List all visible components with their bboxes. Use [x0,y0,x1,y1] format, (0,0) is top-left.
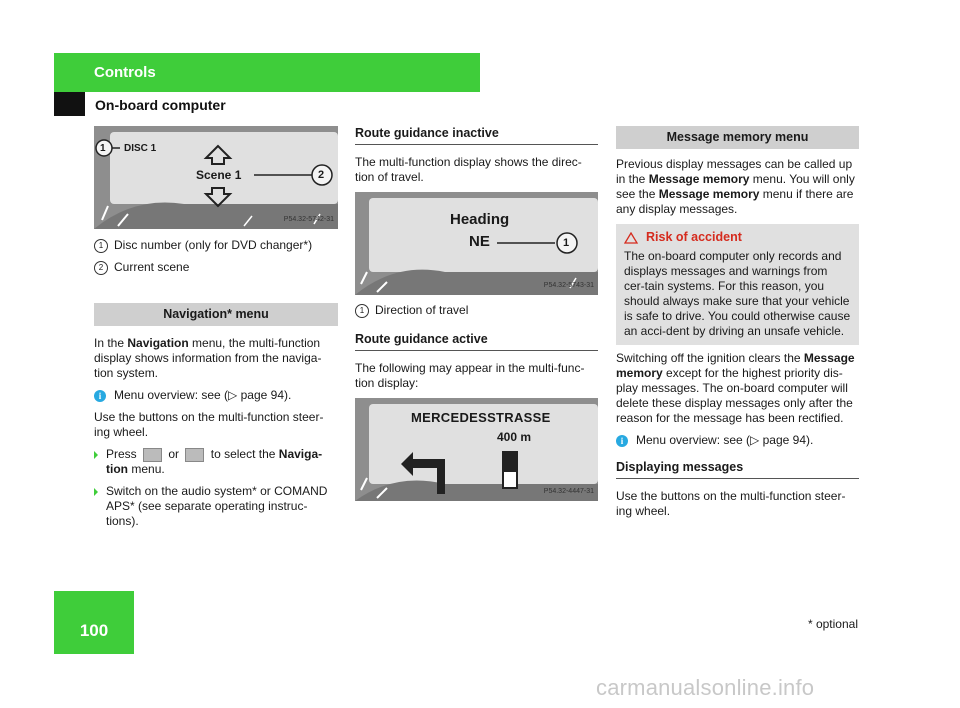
step-arrow-icon [94,488,98,496]
warning-triangle-icon [624,232,638,244]
legend-text: Current scene [114,260,190,274]
legend-item [94,238,338,253]
disc-label: DISC 1 [124,143,157,154]
callout-2: 2 [318,169,325,181]
ignition-paragraph: Switching off the ignition clears the Message memory except for the highest priority dis-play messages. The on-board computer will delete these display messages only after the reason for the message has been rectified. [616,351,855,425]
navigation-paragraph: In the Navigation menu, the multi-function display shows information from the naviga-tion system. [94,336,322,380]
figure-legend [94,238,338,275]
prev-button-icon [143,448,162,462]
column-2 [355,126,598,501]
route-guidance-inactive-heading: Route guidance inactive [355,126,598,145]
warning-text: The on-board computer only records and displays messages and warnings from cer-tain systems. For this reason, you should always make sure that your vehicle is safe to drive. You could otherwise cause an acci-dent by driving an unsafe vehicle. [624,249,851,338]
step-switch-on-audio: Switch on the audio system* or COMAND APS* (see separate operating instruc-tions). [94,484,338,529]
route-inactive-paragraph: The multi-function display shows the direc-tion of travel. [355,155,582,184]
watermark: carmanualsonline.info [596,675,815,700]
callout-1: 1 [100,143,106,154]
section-tab [54,53,480,92]
message-memory-heading: Message memory menu [616,126,859,149]
info-icon: i [616,435,628,447]
route-display-figure [355,398,598,501]
next-button-icon [185,448,204,462]
legend-number: 1 [355,304,369,318]
legend-item [355,303,598,318]
column-3 [616,126,859,526]
distance-value: 400 m [497,430,532,444]
info-icon: i [94,390,106,402]
scene-label: Scene 1 [196,168,242,182]
message-memory-paragraph: Previous display messages can be called up in the Message memory menu. You will only see the Message memory menu if there are any display messages. [616,157,855,216]
legend-number: 2 [94,261,108,275]
legend-number: 1 [94,239,108,253]
legend-item [94,260,338,275]
displaying-messages-paragraph: Use the buttons on the multi-function steer-ing wheel. [616,489,846,518]
header-marker [54,92,85,116]
image-code: P54.32-5743-31 [543,282,594,289]
figure-legend [355,303,598,318]
column-1 [94,126,338,536]
route-guidance-active-heading: Route guidance active [355,332,598,351]
route-active-paragraph: The following may appear in the multi-func-tion display: [355,361,585,390]
warning-title: Risk of accident [624,230,851,245]
step-press-buttons: Press or to select the Naviga-tion menu. [94,447,338,477]
legend-text: Direction of travel [375,303,469,317]
page-number-box [54,591,134,654]
heading-label: Heading [450,211,510,228]
displaying-messages-heading: Displaying messages [616,460,859,479]
callout-1: 1 [563,237,570,249]
step-arrow-icon [94,451,98,459]
info-note: i Menu overview: see (▷ page 94). [616,433,859,448]
page-number: 100 [79,621,109,640]
section-title: Controls [94,64,156,81]
image-code: P54.32-4447-31 [543,488,594,495]
heading-display-figure [355,192,598,295]
legend-text: Disc number (only for DVD changer*) [114,238,313,252]
steering-wheel-paragraph: Use the buttons on the multi-function steer-ing wheel. [94,410,324,439]
navigation-menu-heading: Navigation* menu [94,303,338,326]
image-code: P54.32-5742-31 [283,216,334,223]
disc-display-figure [94,126,338,229]
warning-box [616,224,859,345]
info-note: i Menu overview: see (▷ page 94). [94,388,338,403]
subsection-title: On-board computer [95,97,226,113]
street-name: MERCEDESSTRASSE [411,410,551,425]
optional-footnote: * optional [807,617,858,631]
direction-value: NE [469,233,490,250]
